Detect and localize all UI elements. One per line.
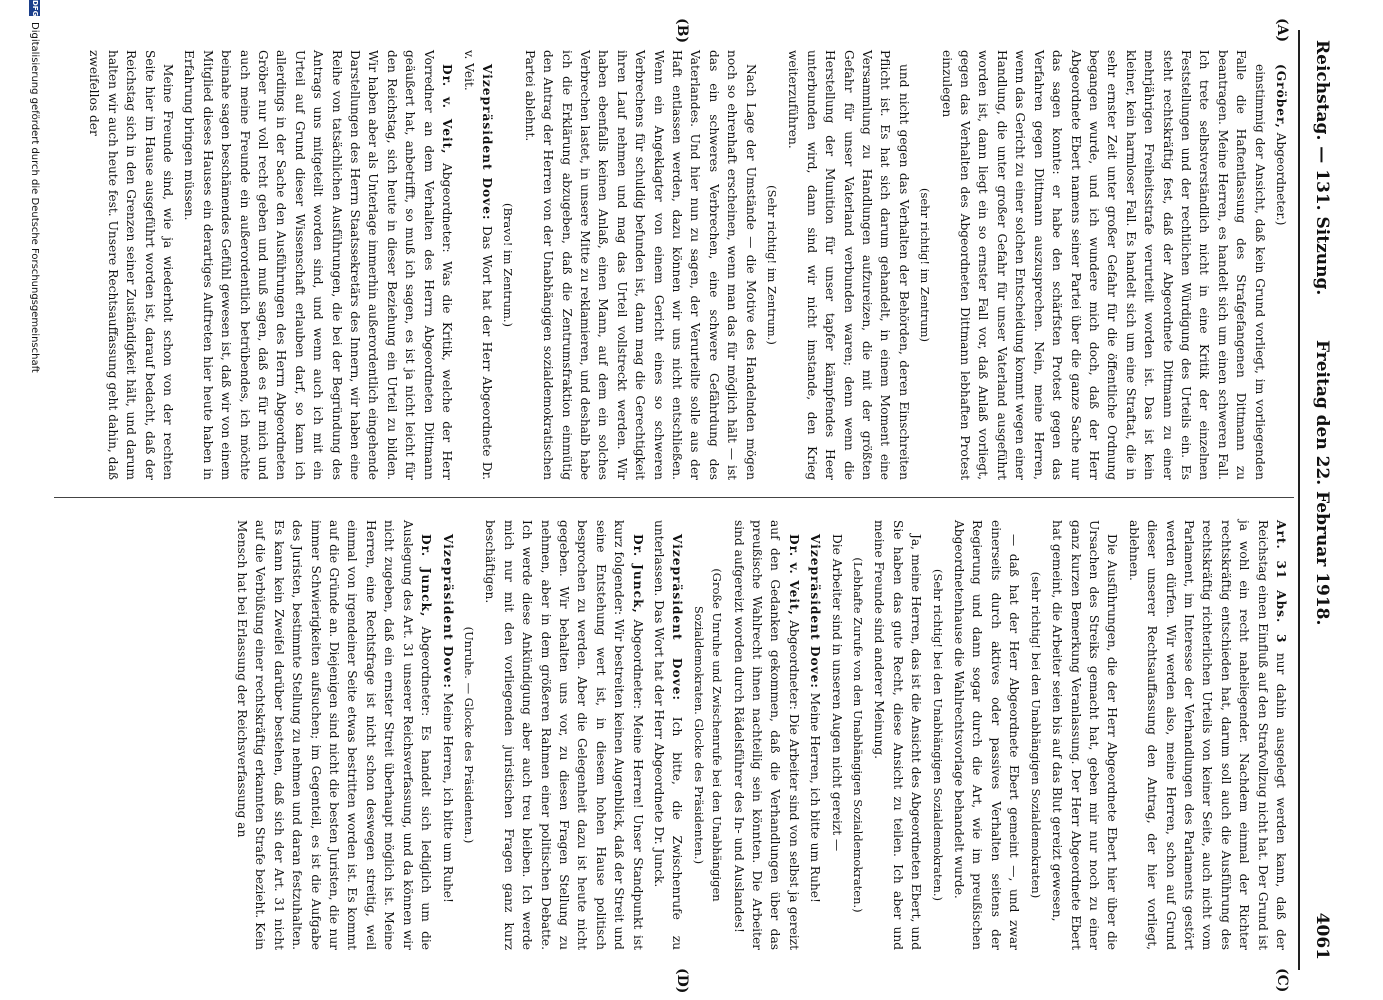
dfg-logo: DFG	[31, 0, 39, 17]
speaker-name: Dr. v. Veit,	[440, 64, 455, 155]
interjection: (Lebhafte Zurufe von den Unabhängigen Sozialdemokraten.)	[851, 557, 866, 913]
speech-paragraph	[650, 520, 687, 950]
speech-paragraph	[233, 520, 435, 950]
speech-paragraph	[1272, 50, 1290, 480]
interjection: (Bravo! im Zentrum.)	[501, 202, 516, 327]
speaker-name: (Gröber,	[1274, 64, 1288, 129]
marker-c: (C)	[1274, 968, 1290, 993]
speech-paragraph	[459, 50, 496, 480]
interjection: (Unruhe. — Glocke des Präsidenten.)	[461, 626, 476, 844]
paragraph	[784, 50, 913, 480]
speech-text: Ich bitte, die Zwischenrufe zu unterlassen. Das Wort hat der Herr Abgeordnete Dr. Junck.	[652, 520, 685, 951]
header-date: Freitag den 22. Februar 1918.	[1312, 340, 1332, 626]
speech-text: Abgeordneter: Es handelt sich lediglich um die Auslegung des Art. 31 unserer Reichsverfassung, und da können wir nicht zugeben, daß ein ernster Streit überhaupt möglich ist. Meine Herren, eine Rechtsfrage ist nicht schon deswegen streitig, weil einmal von irgendeiner Seite etwas bestritten worden ist. Es kommt auf die Gründe an. Diejenigen sind nicht die besten Juristen, die nur immer Schwierigkeiten aufsuchen; im Gegenteil, es ist die Aufgabe des Juristen, bestimmte Stellung zu nehmen und daran festzuhalten. Es kann kein Zweifel darüber bestehen, daß sich der Art. 31 nicht auf die Verbüßung einer rechtskräftig erkannten Strafe bezieht. Kein Mensch hat bei Erlassung der Reichsverfassung an	[235, 520, 434, 950]
speaker-name: Dr. Junck,	[630, 534, 645, 614]
speaker-name: Vizepräsident Dove:	[808, 534, 823, 689]
article-reference: Art. 31 Abs. 3	[1274, 520, 1288, 644]
interjection: (Sehr richtig! im Zentrum.)	[765, 185, 780, 345]
speaker-name: Dr. Junck,	[419, 534, 434, 618]
interjection: (Große Unruhe und Zwischenrufe bei den Unabhängigen Sozialdemokraten. Glocke des Präsidenten.)	[691, 568, 725, 902]
paragraph	[1124, 520, 1290, 950]
speech-paragraph	[481, 520, 647, 950]
paragraph-text: Ja, meine Herren, das ist die Ansicht des Abgeordneten Ebert, und Sie haben das gute Recht, diese Ansicht zu teilen. Ich aber und meine Freunde sind anderer Meinung.	[872, 520, 924, 950]
paragraph	[85, 50, 177, 480]
paragraph	[870, 520, 925, 950]
speaker-name: Vizepräsident Dove:	[440, 534, 455, 689]
speech-paragraph	[806, 520, 824, 950]
speech-text: Das Wort hat der Herr Abgeordnete Dr. v. Veit.	[461, 50, 494, 481]
paragraph	[950, 520, 1024, 950]
speaker-name: Vizepräsident Dove:	[479, 64, 494, 221]
speech-paragraph	[729, 520, 803, 950]
speech-text: Meine Herren, ich bitte um Ruhe!	[808, 688, 823, 903]
page-number: 4061	[1312, 912, 1332, 960]
left-column	[82, 50, 1290, 480]
footer-credit: Digitalisierung gefördert durch die Deutsche Forschungsgemeinschaft	[29, 22, 40, 373]
paragraph-text: Die Arbeiter sind in unseren Augen nicht gereizt —	[829, 534, 844, 852]
speech-text: Abgeordneter: Die Arbeiter sind von selbst ja gereizt auf den Gedanken gekommen, daß die Verhandlungen über das preußische Wahlrecht ihnen nachteilig sein könnten. Die Arbeiter sind aufgereizt worden durch Rädelsführer des In- und Auslandes!	[731, 520, 801, 950]
rotated-page	[20, 0, 1340, 1000]
paragraph	[1048, 520, 1122, 950]
interjection: (sehr richtig! bei den Unabhängigen Sozialdemokraten)	[1028, 571, 1043, 899]
paragraph	[520, 50, 759, 480]
right-column	[230, 520, 1290, 950]
header-rule	[1298, 30, 1300, 970]
interjection: (sehr richtig! im Zentrum)	[918, 187, 933, 343]
marker-a: (A)	[1274, 18, 1290, 43]
speaker-name: Vizepräsident Dove:	[670, 534, 685, 701]
speech-text: Abgeordneter: Was die Kritik, welche der Herr Vorredner an dem Verhalten des Herrn Abgeordneten Dittmann geäußert hat, anbetrifft, so muß ich sagen, es ist ja nicht leicht für den Reichstag, sich heute in dieser Beziehung ein Urteil zu bilden. Wir haben aber als Unterlage immerhin außerordentlich eingehende Darstellungen des Herrn Staatssekretärs des Innern, wir haben eine Reihe von tatsächlichen Ausführungen, die bei der Begründung des Antrags uns mitgeteilt worden sind, und wenn auch ich mit ein Urteil auf Grund dieser Wissenschaft erlauben darf, so kann ich allerdings in der Sache den Ausführungen des Herrn Abgeordneten Gröber nur voll recht geben und muß sagen, daß es für mich und auch meine Freunde ein außerordentlich betrübendes, ich möchte beinahe sagen beschämendes Gefühl gewesen ist, daß wir von einem Mitglied dieses Hauses ein derartiges Auftreten hier heute haben in Erfahrung bringen müssen.	[182, 50, 455, 480]
speech-text: Abgeordneter.)	[1274, 128, 1288, 226]
paragraph-text: und nicht gegen das Verhalten der Behörden, deren Einschreiten Pflicht ist. Es hat sich darum gehandelt, in einem Moment eine Versammlung zu Handlungen aufzureizen, die mit der größten Gefahr für unser Vaterland verbunden waren; denn wenn die Herstellung der Munition für unser tapfer kämpfendes Heer unterbunden wird, dann sind wir nicht imstande, den Krieg weiterzuführen.	[786, 50, 911, 480]
paragraph-text: Nach Lage der Umstände — die Motive des Handelnden mögen noch so ehrenhaft erscheinen, wenn man das für möglich hält — ist das ein schweres Verbrechen, eine schwere Gefährdung des Vaterlandes. Und hier nun zu sagen, der Verurteilte solle aus der Haft entlassen werden, dazu können wir uns nicht entschließen. Wenn ein Angeklagter von einem Gericht eines so schweren Verbrechens für schuldig befunden ist, dann mag die Gerechtigkeit ihren Lauf nehmen und mag das Urteil vollstreckt werden. Wir haben ebenfalls keinen Anlaß, einen Mann, auf dem ein solches Verbrechen lastet, in unsere Mitte zu reklamieren, und deshalb habe ich die Erklärung abzugeben, daß die Zentrumsfraktion einmütig den Antrag der Herren von der Unabhängigen sozialdemokratischen Partei ablehnt.	[522, 50, 758, 480]
page-header	[1302, 40, 1332, 960]
speech-text: Meine Herren, ich bitte um Ruhe!	[440, 688, 455, 903]
marker-d: (D)	[674, 968, 690, 994]
speech-paragraph	[180, 50, 456, 480]
paragraph-text: Meine Freunde sind, wie ja wiederholt schon von der rechten Seite hier im Hause ausgeführt worden ist, darauf bedacht, daß der Reichstag sich in den Grenzen seiner Zuständigkeit hält, und darum halten wir auch heute fest. Unsere Rechtsauffassung geht dahin, daß zweifellos der	[87, 50, 176, 480]
speech-paragraph	[438, 520, 456, 950]
speech-text: Abgeordneter: Meine Herren! Unser Standpunkt ist kurz folgender: Wir bestreiten keinen Augenblick, daß der Streit und seine Entstehung wert ist, in diesem hohen Hause politisch besprochen zu werden. Aber die Gelegenheit dazu ist heute nicht gegeben. Wir behalten uns vor, zu diesen Fragen Stellung zu nehmen, aber in dem größeren Rahmen einer politischen Debatte. Ich werde diese Ankündigung aber auch treu bleiben. Ich werde mich nur mit den vorliegenden juristischen Fragen ganz kurz beschäftigen.	[483, 520, 645, 951]
paragraph-text: — daß hat der Herr Abgeordnete Ebert gemeint —, und zwar einerseits durch aktives oder passives Verhalten seitens der Regierung und dann sogar durch die Art, wie im preußischen Abgeordnetenhause die Wahlrechtsvorlage behandelt wurde.	[952, 520, 1022, 950]
paragraph	[827, 520, 845, 950]
paragraph-text: nur dahin ausgelegt werden kann, daß der Reichstag einen Einfluß auf den Strafvollzug nicht hat. Der Grund ist ja wohl ein recht naheliegender. Nachdem einmal der Richter rechtskräftig entschieden hat, darum soll auch die Ausführung des rechtskräftig richterlichen Urteils von keiner Seite, auch nicht vom Parlament, im Interesse der Verhandlungen des Parlaments gestört werden dürfen. Wir werden also, meine Herren, schon auf Grund dieser unserer Rechtsauffassung den Antrag, der hier vorliegt, ablehnen.	[1126, 520, 1288, 950]
column-divider	[54, 497, 1294, 498]
paragraph-text: einstimmig der Ansicht, daß kein Grund vorliegt, im vorliegenden Falle die Haftentlassung des Strafgefangenen Dittmann zu beantragen. Meine Herren, es handelt sich um einen schweren Fall. Ich trete selbstverständlich nicht in eine Kritik der einzelnen Feststellungen und der rechtlichen Würdigung des Urteils ein. Es steht rechtskräftig fest, daß der Abgeordnete Dittmann zu einer mehrjährigen Freiheitsstrafe verurteilt worden ist. Das ist kein kleiner, kein harmloser Fall. Es handelt sich um eine Straftat, die in sehr ernster Zeit unter großer Gefahr für die öffentliche Ordnung begangen wurde, und ich wundere mich doch, daß der Herr Abgeordnete Ebert namens seiner Partei über die ganze Sache nur das sagen konnte: er habe den schärfsten Protest gegen das Verfahren gegen Dittmann auszusprechen. Nein, meine Herren, wenn das Gericht zu einer solchen Entscheidung kommt wegen einer Handlung, die unter großer Gefahr für unser Vaterland ausgeführt worden ist, dann liegt ein so ernster Fall vor, daß Anlaß vorliegt, gegen das Verhalten des Abgeordneten Dittmann lebhaften Protest einzulegen	[939, 50, 1267, 480]
footer	[20, 0, 40, 1000]
header-left: Reichstag. — 131. Sitzung.	[1312, 40, 1332, 296]
marker-b: (B)	[674, 18, 690, 44]
paragraph	[937, 50, 1268, 480]
interjection: (Sehr richtig! bei den Unabhängigen Sozialdemokraten.)	[930, 568, 945, 902]
paragraph-text: Die Ausführungen, die der Herr Abgeordnete Ebert hier über die Ursachen des Streiks gemacht hat, geben mir nur noch zu einer ganz kurzen Bemerkung Veranlassung. Der Herr Abgeordnete Ebert hat gemeint, die Arbeiter seien bis auf das Blut gereizt gewesen,	[1050, 520, 1120, 950]
speaker-name: Dr. v. Veit,	[786, 534, 801, 616]
